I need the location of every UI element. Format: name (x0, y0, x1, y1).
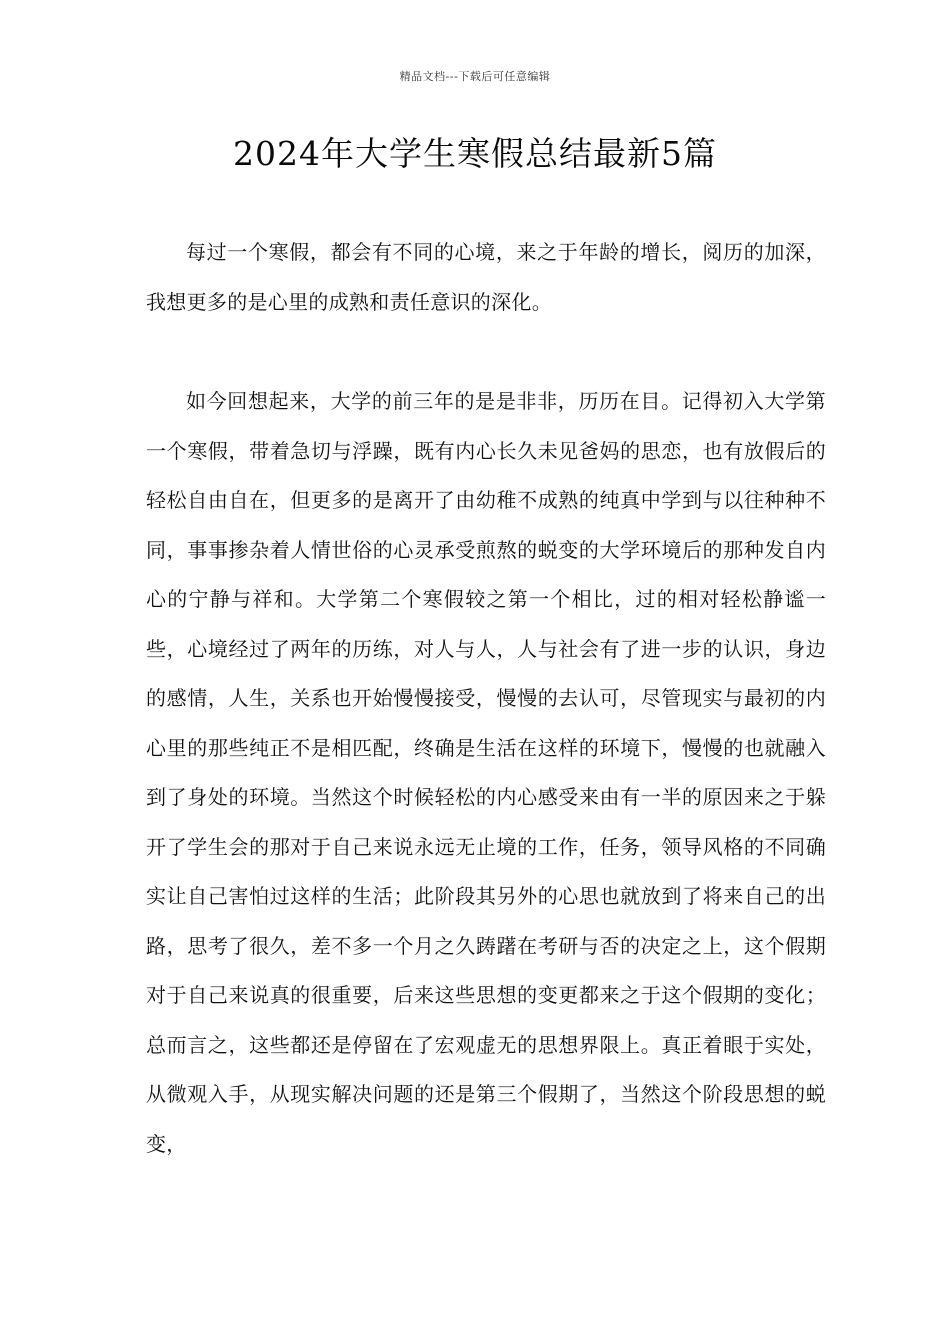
document-title: 2024年大学生寒假总结最新5篇 (233, 134, 717, 173)
paragraph-intro: 每过一个寒假，都会有不同的心境，来之于年龄的增长，阅历的加深，我想更多的是心里的成熟和责任意识的深化。 (146, 240, 826, 314)
paragraph-reflection: 如今回想起来，大学的前三年的是是非非，历历在目。记得初入大学第一个寒假，带着急切与浮躁，既有内心长久未见爸妈的思恋，也有放假后的轻松自由自在，但更多的是离开了由幼稚不成熟的纯真中学到与以往种种不同，事事掺杂着人情世俗的心灵承受煎熬的蜕变的大学环境后的那种发自内心的宁静与祥和。大学第二个寒假较之第一个相比，过的相对轻松静谧一些，心境经过了两年的历练，对人与人，人与社会有了进一步的认识，身边的感情，人生，关系也开始慢慢接受，慢慢的去认可，尽管现实与最初的内心里的那些纯正不是相匹配，终确是生活在这样的环境下，慢慢的也就融入到了身处的环境。当然这个时候轻松的内心感受来由有一半的原因来之于躲开了学生会的那对于自己来说永远无止境的工作，任务，领导风格的不同确实让自己害怕过这样的生活；此阶段其另外的心思也就放到了将来自己的出路，思考了很久，差不多一个月之久踌躇在考研与否的决定之上，这个假期对于自己来说真的很重要，后来这些思想的变更都来之于这个假期的变化；总而言之，这些都还是停留在了宏观虚无的思想界限上。真正着眼于实处，从微观入手，从现实解决问题的还是第三个假期了，当然这个阶段思想的蜕变， (146, 389, 826, 1156)
header-note: 精品文档---下载后可任意编辑 (399, 70, 551, 83)
document-body (146, 228, 826, 1169)
